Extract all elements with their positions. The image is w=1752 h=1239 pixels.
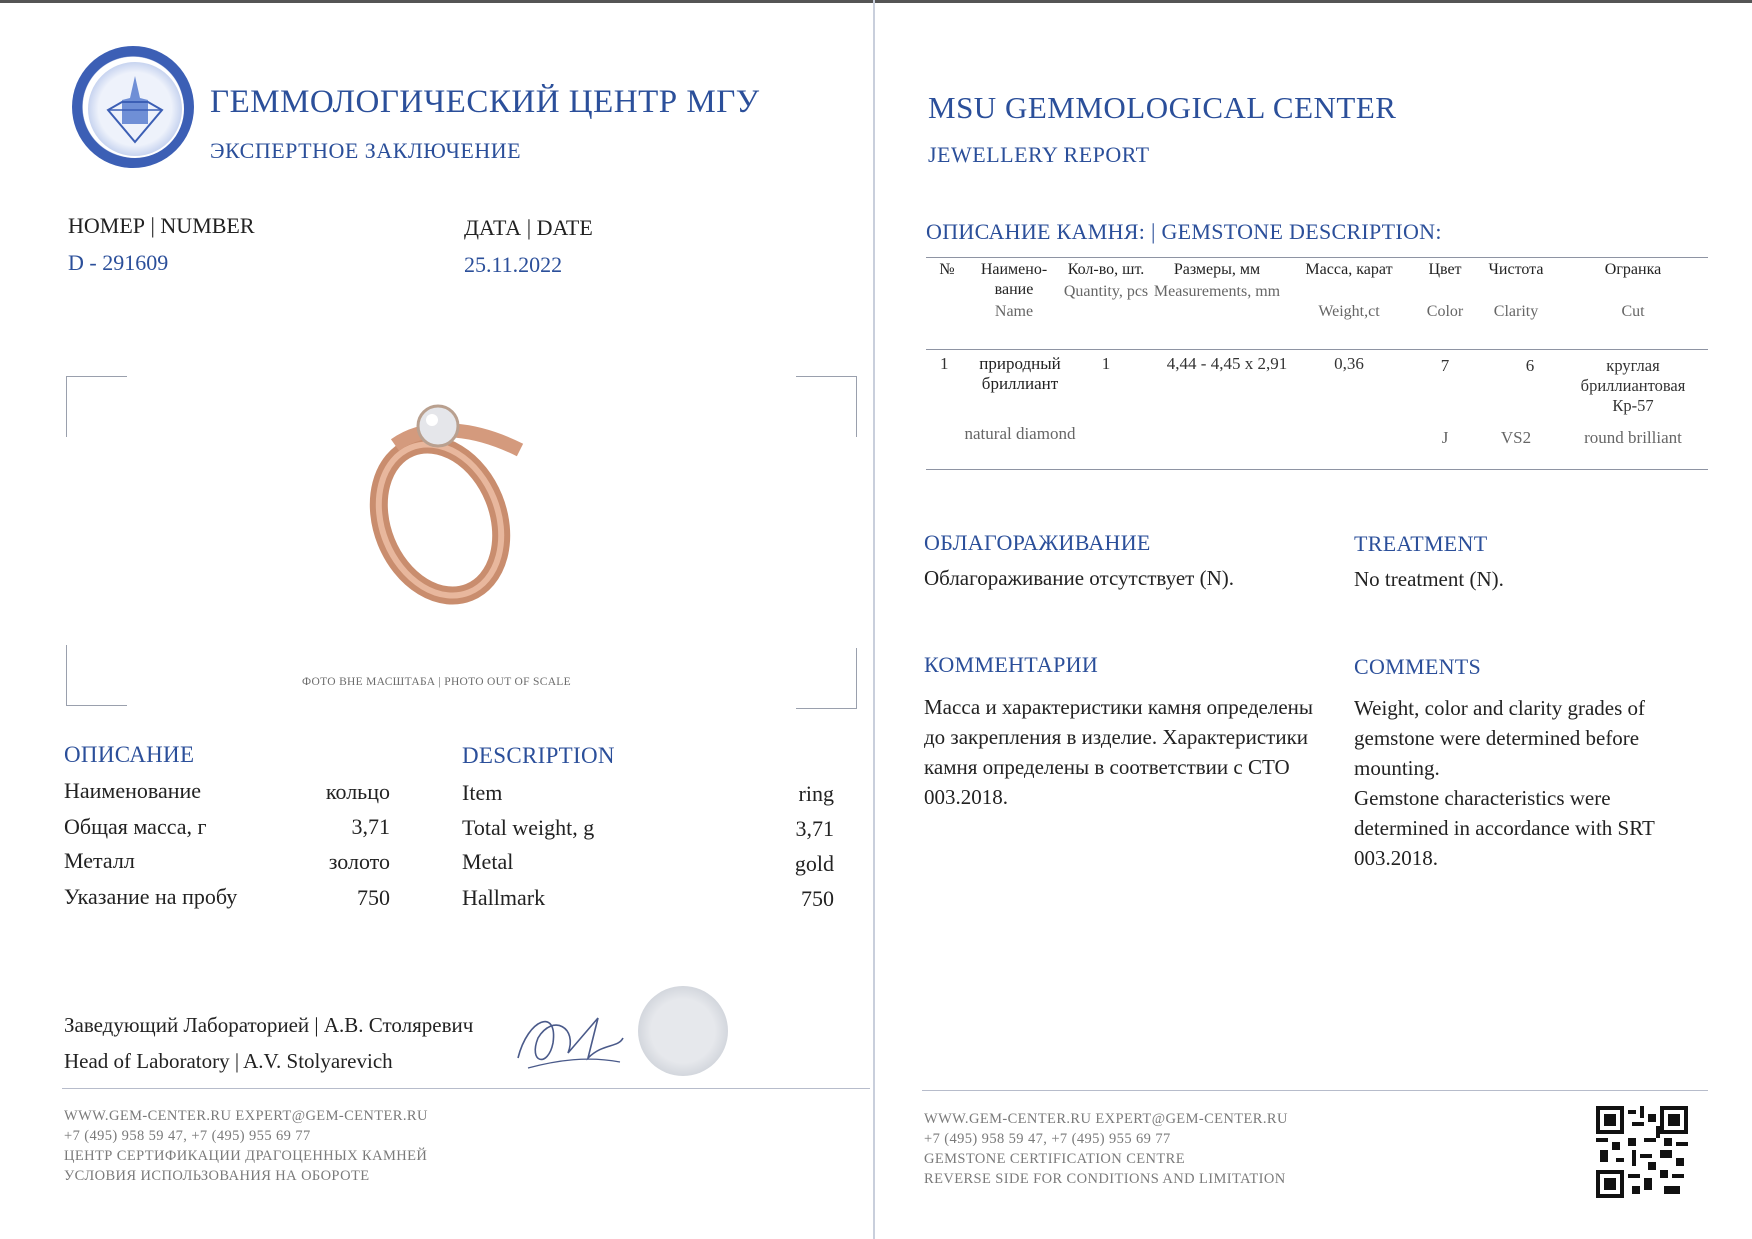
header-qty-en: Quantity, pcs	[1063, 283, 1149, 300]
stone-weight: 0,36	[1334, 354, 1364, 373]
row-en-label: Hallmark	[462, 885, 546, 910]
treatment-ru-text: Облагораживание отсутствует (N).	[924, 566, 1234, 590]
stone-color-en: J	[1441, 428, 1449, 447]
header-color-ru: Цвет	[1428, 261, 1462, 278]
row-ru-label: Металл	[64, 848, 135, 873]
footer-right	[924, 1109, 1288, 1189]
header-name-ru: Наимено-вание	[980, 261, 1048, 298]
row-en-value: 750	[801, 886, 834, 911]
msu-building-icon	[86, 60, 184, 158]
col-name-header	[964, 260, 1064, 322]
footer-left	[64, 1106, 428, 1186]
stone-color-ru: 7	[1440, 356, 1450, 375]
footer-divider-right	[922, 1090, 1708, 1091]
page-divider	[873, 0, 875, 1239]
header-mass-en: Weight,ct	[1318, 303, 1380, 320]
photo-frame-corner-bl	[66, 645, 127, 706]
comments-ru-text: Масса и характеристики камня определены до закрепления в изделие. Характеристики камня определены в соответствии с СТО 003.2018.	[924, 695, 1313, 809]
footer-right-line: +7 (495) 958 59 47, +7 (495) 955 69 77	[924, 1131, 1171, 1147]
col-mass-header	[1286, 260, 1412, 322]
top-border	[0, 0, 1752, 3]
row-ru-value: кольцо	[325, 779, 390, 804]
header-meas-ru: Размеры, мм	[1173, 261, 1261, 278]
photo-frame-corner-br	[796, 648, 857, 709]
row-en-value: ring	[798, 781, 834, 806]
header-cut-en: Cut	[1621, 303, 1645, 320]
row-en-label: Total weight, g	[462, 815, 595, 840]
row-en-label: Item	[462, 780, 503, 805]
row-en-value: 3,71	[795, 816, 834, 841]
row-ru-label: Общая масса, г	[64, 814, 207, 839]
head-name-en: | A.V. Stolyarevich	[234, 1049, 393, 1073]
org-title-en: MSU GEMMOLOGICAL CENTER	[928, 90, 1397, 125]
report-title-ru: ЭКСПЕРТНОЕ ЗАКЛЮЧЕНИЕ	[210, 138, 522, 163]
header-name-en: Name	[994, 303, 1034, 320]
row-ru-label: Наименование	[64, 778, 202, 803]
gem-table-top-rule	[926, 257, 1708, 258]
footer-divider-left	[62, 1088, 870, 1089]
col-clarity-header	[1474, 260, 1558, 322]
footer-right-line: WWW.GEM-CENTER.RU EXPERT@GEM-CENTER.RU	[924, 1111, 1288, 1127]
description-ru-title: ОПИСАНИЕ	[64, 742, 195, 767]
col-color-header	[1416, 260, 1474, 322]
embossed-seal	[638, 986, 728, 1076]
stone-no: 1	[940, 354, 949, 373]
stone-clarity-en: VS2	[1500, 428, 1532, 447]
row-ru-value: золото	[328, 849, 390, 874]
gem-table-bottom-rule	[926, 469, 1708, 470]
ring-photo	[340, 390, 560, 625]
date-label: ДАТА | DATE	[464, 215, 593, 240]
col-meas-header	[1150, 260, 1284, 302]
comments-ru-title: КОММЕНТАРИИ	[924, 652, 1099, 677]
header-cut-ru: Огранка	[1604, 261, 1662, 278]
comments-en-paragraph: Weight, color and clarity grades of gemstone were determined before mounting.	[1354, 696, 1646, 780]
stone-clarity-ru: 6	[1525, 356, 1535, 375]
number-value: D - 291609	[68, 250, 169, 275]
report-title-en: JEWELLERY REPORT	[928, 142, 1150, 167]
photo-frame-corner-tr	[796, 376, 857, 437]
comments-en-title: COMMENTS	[1354, 654, 1482, 679]
footer-right-line: GEMSTONE CERTIFICATION CENTRE	[924, 1151, 1185, 1167]
date-value: 25.11.2022	[464, 252, 563, 277]
head-title-en: Head of Laboratory	[64, 1049, 230, 1073]
header-mass-ru: Масса, карат	[1305, 261, 1393, 278]
row-en-label: Metal	[462, 849, 514, 874]
photo-caption: ФОТО ВНЕ МАСШТАБА | PHOTO OUT OF SCALE	[302, 676, 571, 688]
header-color-en: Color	[1426, 303, 1464, 320]
stone-name-ru: природный бриллиант	[979, 354, 1061, 393]
stone-cut-ru: круглая бриллиантовая Кр-57	[1580, 356, 1686, 415]
gemstone-title: ОПИСАНИЕ КАМНЯ: | GEMSTONE DESCRIPTION:	[926, 219, 1442, 244]
footer-left-line: ЦЕНТР СЕРТИФИКАЦИИ ДРАГОЦЕННЫХ КАМНЕЙ	[64, 1148, 428, 1164]
description-en-title: DESCRIPTION	[462, 743, 615, 768]
col-qty-header	[1058, 260, 1154, 302]
treatment-en-title: TREATMENT	[1354, 531, 1488, 556]
number-label: НОМЕР | NUMBER	[68, 213, 255, 238]
col-cut-header	[1570, 260, 1696, 322]
stone-name-en: natural diamond	[964, 424, 1076, 443]
treatment-en-text: No treatment (N).	[1354, 567, 1504, 591]
row-ru-value: 3,71	[351, 814, 390, 839]
col-no-header	[932, 260, 962, 280]
org-title-ru: ГЕММОЛОГИЧЕСКИЙ ЦЕНТР МГУ	[210, 84, 760, 120]
stone-measurements: 4,44 - 4,45 x 2,91	[1166, 354, 1288, 373]
header-qty-ru: Кол-во, шт.	[1067, 261, 1145, 278]
footer-left-line: WWW.GEM-CENTER.RU EXPERT@GEM-CENTER.RU	[64, 1108, 428, 1124]
photo-frame-corner-tl	[66, 376, 127, 437]
qr-code-icon	[1596, 1106, 1688, 1203]
comments-en-text	[1354, 693, 1704, 873]
row-ru-value: 750	[357, 885, 390, 910]
head-title-ru: Заведующий Лабораторией	[64, 1013, 310, 1037]
gem-table-mid-rule	[926, 349, 1708, 350]
footer-left-line: +7 (495) 958 59 47, +7 (495) 955 69 77	[64, 1128, 311, 1144]
footer-right-line: REVERSE SIDE FOR CONDITIONS AND LIMITATION	[924, 1171, 1286, 1187]
comments-en-paragraph: Gemstone characteristics were determined in accordance with SRT 003.2018.	[1354, 786, 1655, 870]
row-ru-label: Указание на пробу	[64, 884, 238, 909]
stone-cut-en: round brilliant	[1584, 428, 1682, 447]
header-no: №	[939, 261, 955, 278]
row-en-value: gold	[794, 851, 834, 876]
header-clarity-en: Clarity	[1493, 303, 1539, 320]
signature	[508, 998, 628, 1083]
footer-left-line: УСЛОВИЯ ИСПОЛЬЗОВАНИЯ НА ОБОРОТЕ	[64, 1168, 370, 1184]
header-meas-en: Measurements, mm	[1153, 283, 1281, 300]
treatment-ru-title: ОБЛАГОРАЖИВАНИЕ	[924, 530, 1151, 555]
header-clarity-ru: Чистота	[1488, 261, 1544, 278]
head-name-ru: | А.В. Столяревич	[314, 1013, 474, 1037]
stone-qty: 1	[1101, 354, 1111, 373]
